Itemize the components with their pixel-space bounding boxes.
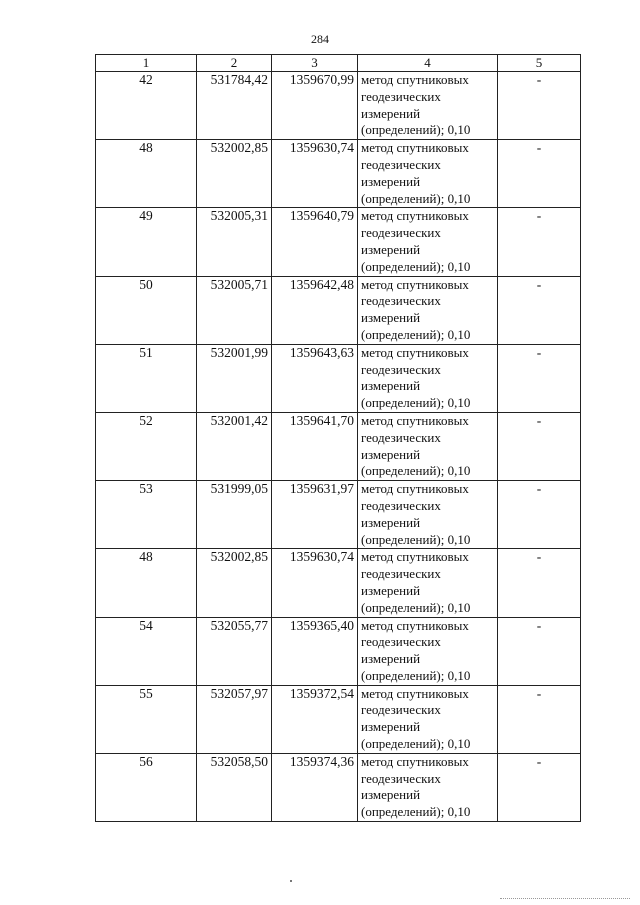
x-coordinate-cell: 532002,85 bbox=[197, 140, 272, 208]
table-row bbox=[96, 617, 581, 685]
method-accuracy-cell bbox=[358, 72, 498, 140]
y-coordinate-cell: 1359641,70 bbox=[272, 412, 358, 480]
method-line: метод спутниковых bbox=[361, 72, 469, 87]
method-line: (определений); 0,10 bbox=[361, 531, 471, 547]
method-line: метод спутниковых bbox=[361, 617, 469, 633]
y-coordinate-cell: 1359374,36 bbox=[272, 753, 358, 821]
scan-speck bbox=[290, 880, 292, 882]
method-line: измерений bbox=[361, 173, 421, 189]
column-header-2: 2 bbox=[197, 55, 272, 72]
method-line: измерений bbox=[361, 105, 421, 121]
column-header-3: 3 bbox=[272, 55, 358, 72]
note-cell: - bbox=[498, 72, 581, 140]
column-header-4: 4 bbox=[358, 55, 498, 72]
point-number-cell: 54 bbox=[96, 617, 197, 685]
point-number-cell: 48 bbox=[96, 140, 197, 208]
table-body bbox=[96, 72, 581, 822]
note-cell: - bbox=[498, 412, 581, 480]
note-cell: - bbox=[498, 208, 581, 276]
method-line: измерений bbox=[361, 310, 421, 326]
y-coordinate-cell: 1359372,54 bbox=[272, 685, 358, 753]
x-coordinate-cell: 532058,50 bbox=[197, 753, 272, 821]
method-accuracy-cell bbox=[358, 276, 498, 344]
method-line: геодезических bbox=[361, 225, 441, 241]
method-line: геодезических bbox=[361, 361, 441, 377]
point-number-cell: 52 bbox=[96, 412, 197, 480]
method-accuracy-cell bbox=[358, 617, 498, 685]
method-line: измерений bbox=[361, 651, 421, 667]
method-line: геодезических bbox=[361, 156, 441, 172]
page-number: 284 bbox=[311, 32, 329, 46]
x-coordinate-cell: 532001,42 bbox=[197, 412, 272, 480]
method-line: метод спутниковых bbox=[361, 685, 469, 701]
method-line: (определений); 0,10 bbox=[361, 190, 471, 206]
column-header-1: 1 bbox=[96, 55, 197, 72]
method-accuracy-cell bbox=[358, 481, 498, 549]
x-coordinate-cell: 532057,97 bbox=[197, 685, 272, 753]
method-line: измерений bbox=[361, 582, 421, 598]
method-line: измерений bbox=[361, 514, 421, 530]
method-line: измерений bbox=[361, 787, 421, 803]
note-cell: - bbox=[498, 344, 581, 412]
table-header-row bbox=[96, 55, 581, 72]
y-coordinate-cell: 1359640,79 bbox=[272, 208, 358, 276]
table-row bbox=[96, 481, 581, 549]
table-row bbox=[96, 685, 581, 753]
x-coordinate-cell: 532055,77 bbox=[197, 617, 272, 685]
method-line: измерений bbox=[361, 241, 421, 257]
note-cell: - bbox=[498, 753, 581, 821]
scan-footer-marks bbox=[500, 898, 630, 902]
y-coordinate-cell: 1359642,48 bbox=[272, 276, 358, 344]
table-row bbox=[96, 549, 581, 617]
table-row bbox=[96, 412, 581, 480]
method-line: (определений); 0,10 bbox=[361, 395, 471, 411]
method-accuracy-cell bbox=[358, 412, 498, 480]
method-line: метод спутниковых bbox=[361, 549, 469, 565]
method-accuracy-cell bbox=[358, 685, 498, 753]
method-line: (определений); 0,10 bbox=[361, 599, 471, 615]
note-cell: - bbox=[498, 276, 581, 344]
y-coordinate-cell: 1359670,99 bbox=[272, 72, 358, 140]
method-line: метод спутниковых bbox=[361, 481, 469, 497]
method-line: (определений); 0,10 bbox=[361, 122, 471, 138]
method-line: геодезических bbox=[361, 770, 441, 786]
y-coordinate-cell: 1359643,63 bbox=[272, 344, 358, 412]
method-line: (определений); 0,10 bbox=[361, 736, 471, 752]
method-line: метод спутниковых bbox=[361, 412, 469, 428]
table-row bbox=[96, 276, 581, 344]
point-number-cell: 55 bbox=[96, 685, 197, 753]
method-accuracy-cell bbox=[358, 753, 498, 821]
point-number-cell: 56 bbox=[96, 753, 197, 821]
note-cell: - bbox=[498, 481, 581, 549]
x-coordinate-cell: 532002,85 bbox=[197, 549, 272, 617]
coordinates-table bbox=[95, 54, 581, 822]
point-number-cell: 51 bbox=[96, 344, 197, 412]
note-cell: - bbox=[498, 140, 581, 208]
method-accuracy-cell bbox=[358, 344, 498, 412]
method-line: геодезических bbox=[361, 702, 441, 718]
method-line: измерений bbox=[361, 378, 421, 394]
method-line: (определений); 0,10 bbox=[361, 258, 471, 274]
x-coordinate-cell: 532005,71 bbox=[197, 276, 272, 344]
point-number-cell: 49 bbox=[96, 208, 197, 276]
table-row bbox=[96, 140, 581, 208]
method-line: геодезических bbox=[361, 429, 441, 445]
method-line: геодезических bbox=[361, 497, 441, 513]
method-accuracy-cell bbox=[358, 140, 498, 208]
table-row bbox=[96, 208, 581, 276]
method-line: геодезических bbox=[361, 634, 441, 650]
method-line: метод спутниковых bbox=[361, 208, 469, 224]
note-cell: - bbox=[498, 549, 581, 617]
method-accuracy-cell bbox=[358, 208, 498, 276]
y-coordinate-cell: 1359630,74 bbox=[272, 140, 358, 208]
y-coordinate-cell: 1359365,40 bbox=[272, 617, 358, 685]
table-row bbox=[96, 344, 581, 412]
y-coordinate-cell: 1359630,74 bbox=[272, 549, 358, 617]
x-coordinate-cell: 532005,31 bbox=[197, 208, 272, 276]
method-line: геодезических bbox=[361, 566, 441, 582]
method-line: метод спутниковых bbox=[361, 276, 469, 292]
method-line: измерений bbox=[361, 446, 421, 462]
point-number-cell: 48 bbox=[96, 549, 197, 617]
x-coordinate-cell: 531999,05 bbox=[197, 481, 272, 549]
x-coordinate-cell: 532001,99 bbox=[197, 344, 272, 412]
method-line: метод спутниковых bbox=[361, 344, 469, 360]
note-cell: - bbox=[498, 617, 581, 685]
method-line: геодезических bbox=[361, 293, 441, 309]
table-row bbox=[96, 72, 581, 140]
method-line: (определений); 0,10 bbox=[361, 463, 471, 479]
table-row bbox=[96, 753, 581, 821]
method-line: измерений bbox=[361, 719, 421, 735]
column-header-5: 5 bbox=[498, 55, 581, 72]
note-cell: - bbox=[498, 685, 581, 753]
point-number-cell: 50 bbox=[96, 276, 197, 344]
point-number-cell: 42 bbox=[96, 72, 197, 140]
x-coordinate-cell: 531784,42 bbox=[197, 72, 272, 140]
method-line: геодезических bbox=[361, 88, 441, 104]
point-number-cell: 53 bbox=[96, 481, 197, 549]
method-line: (определений); 0,10 bbox=[361, 326, 471, 342]
method-line: метод спутниковых bbox=[361, 753, 469, 769]
method-accuracy-cell bbox=[358, 549, 498, 617]
method-line: метод спутниковых bbox=[361, 140, 469, 156]
y-coordinate-cell: 1359631,97 bbox=[272, 481, 358, 549]
method-line: (определений); 0,10 bbox=[361, 667, 471, 683]
method-line: (определений); 0,10 bbox=[361, 804, 471, 820]
